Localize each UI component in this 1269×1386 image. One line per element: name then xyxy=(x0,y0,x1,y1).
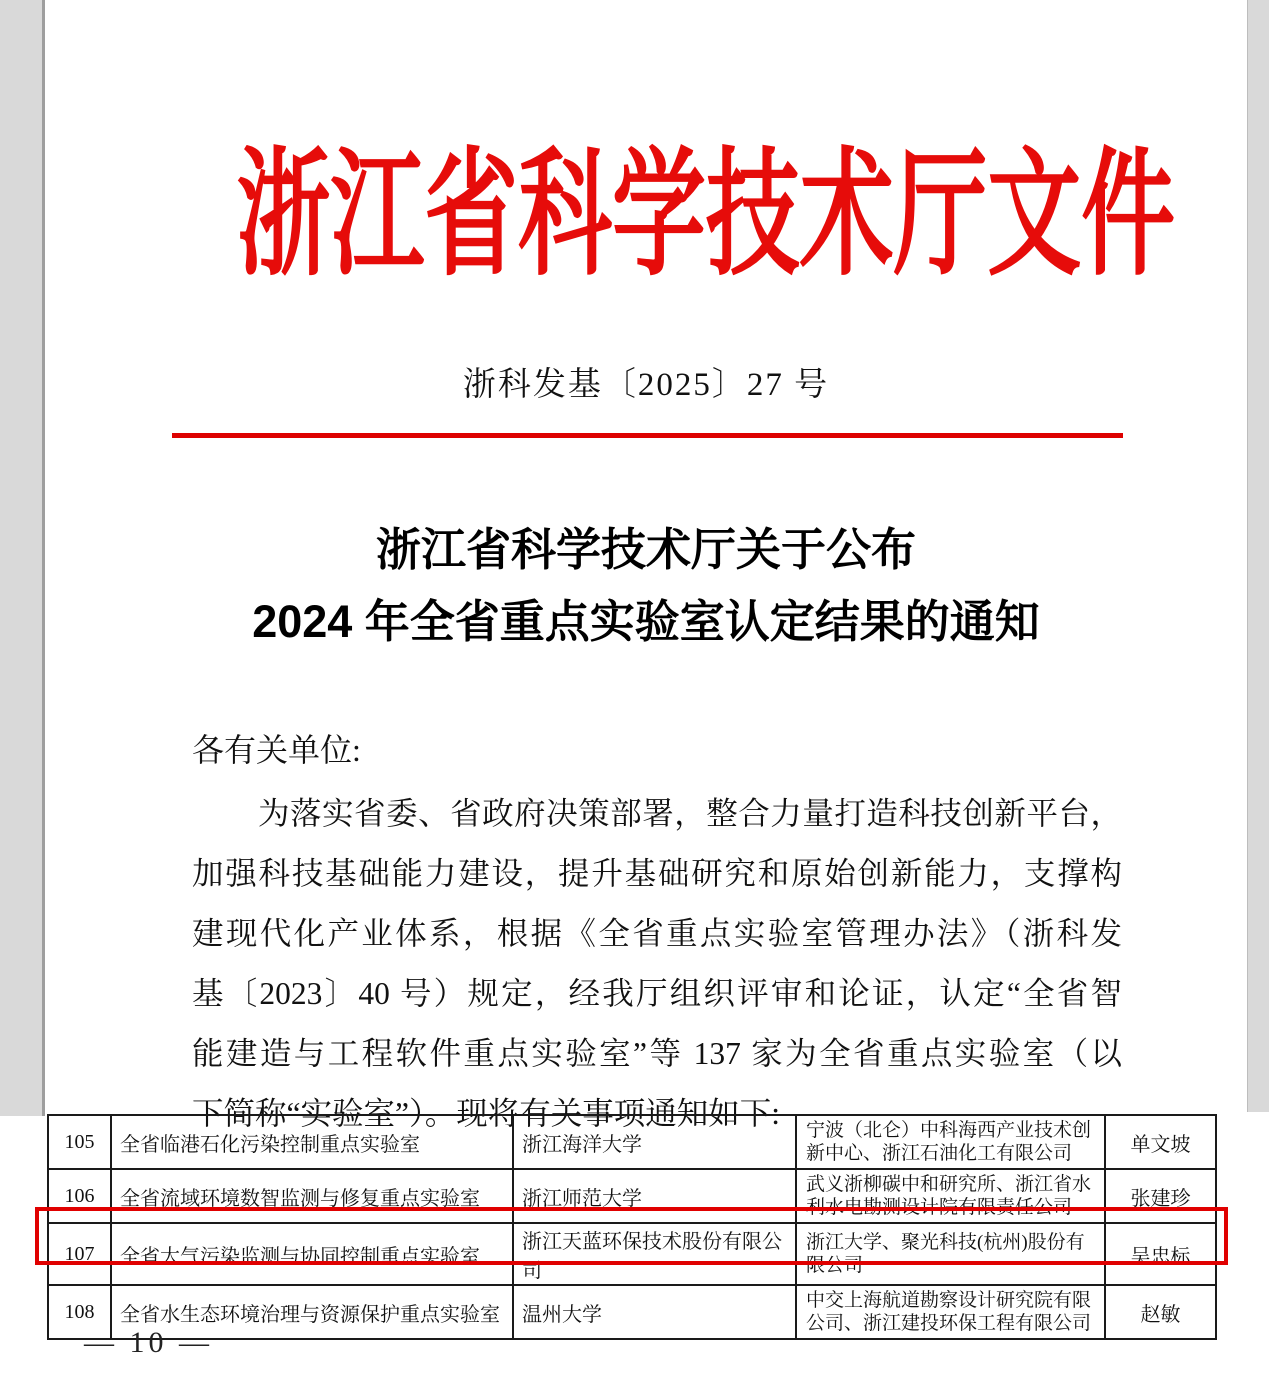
document-number: 浙科发基〔2025〕27 号 xyxy=(462,367,830,403)
notice-title xyxy=(44,524,1248,648)
director-cell: 张建珍 xyxy=(1105,1169,1216,1223)
table-row xyxy=(48,1285,1216,1339)
page-edge-left xyxy=(0,0,45,1116)
body-line: 能建造与工程软件重点实验室”等 137 家为全省重点实验室（以 xyxy=(192,1036,1122,1071)
row-number-cell: 106 xyxy=(48,1169,111,1223)
page-edge-right xyxy=(1247,0,1269,1112)
page-number: — 10 — xyxy=(84,1326,213,1359)
institution-cell: 浙江师范大学 xyxy=(513,1169,796,1223)
body-line: 基〔2023〕40 号）规定，经我厅组织评审和论证，认定“全省智 xyxy=(192,976,1122,1011)
table-row xyxy=(48,1169,1216,1223)
body-line: 下简称“实验室”）。现将有关事项通知如下: xyxy=(192,1096,780,1131)
body-line: 加强科技基础能力建设，提升基础研究和原始创新能力，支撑构 xyxy=(192,856,1122,891)
letterhead-title: 浙江省科学技术厅文件 xyxy=(236,139,1176,292)
institution-cell: 温州大学 xyxy=(513,1285,796,1339)
table-row xyxy=(48,1115,1216,1169)
row-number-cell: 108 xyxy=(48,1285,111,1339)
director-cell: 赵敏 xyxy=(1105,1285,1216,1339)
lab-name-cell: 全省大气污染监测与协同控制重点实验室 xyxy=(111,1223,513,1285)
body-paragraph xyxy=(192,784,1122,1144)
red-divider-line xyxy=(172,433,1123,438)
table-row-highlighted xyxy=(48,1223,1216,1285)
partners-cell: 浙江大学、聚光科技(杭州)股份有限公司 xyxy=(796,1223,1105,1285)
director-cell: 单文坡 xyxy=(1105,1115,1216,1169)
row-number-cell: 107 xyxy=(48,1223,111,1285)
body-line: 为落实省委、省政府决策部署，整合力量打造科技创新平台， xyxy=(258,796,1122,831)
lab-name-cell: 全省流域环境数智监测与修复重点实验室 xyxy=(111,1169,513,1223)
row-number-cell: 105 xyxy=(48,1115,111,1169)
partners-cell: 武义浙柳碳中和研究所、浙江省水利水电勘测设计院有限责任公司 xyxy=(796,1169,1105,1223)
body-line: 建现代化产业体系，根据《全省重点实验室管理办法》（浙科发 xyxy=(192,916,1122,951)
institution-cell: 浙江天蓝环保技术股份有限公司 xyxy=(513,1223,796,1285)
lab-name-cell: 全省临港石化污染控制重点实验室 xyxy=(111,1115,513,1169)
partners-cell: 宁波（北仑）中科海西产业技术创新中心、浙江石油化工有限公司 xyxy=(796,1115,1105,1169)
director-cell: 吴忠标 xyxy=(1105,1223,1216,1285)
partners-cell: 中交上海航道勘察设计研究院有限公司、浙江建投环保工程有限公司 xyxy=(796,1285,1105,1339)
lab-name-cell: 全省水生态环境治理与资源保护重点实验室 xyxy=(111,1285,513,1339)
institution-cell: 浙江海洋大学 xyxy=(513,1115,796,1169)
lab-results-table xyxy=(47,1114,1217,1340)
notice-title-line1: 浙江省科学技术厅关于公布 xyxy=(375,524,916,575)
notice-title-line2: 2024 年全省重点实验室认定结果的通知 xyxy=(252,596,1040,647)
salutation: 各有关单位: xyxy=(192,732,361,768)
